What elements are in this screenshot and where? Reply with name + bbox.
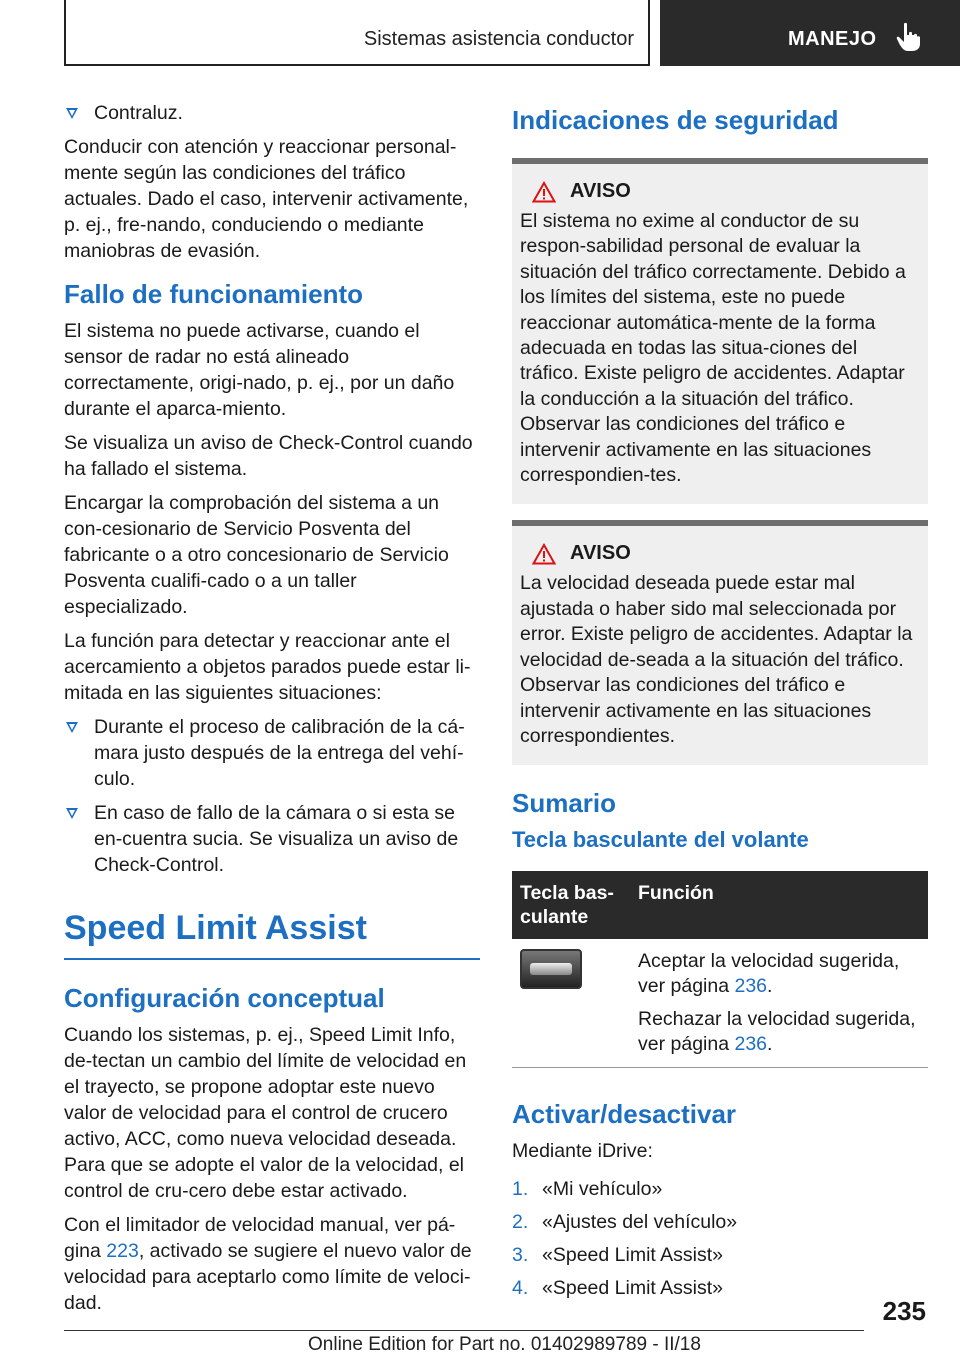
function-text: . (767, 1033, 773, 1056)
page-link[interactable]: 236 (734, 1033, 768, 1056)
warning-triangle-icon (532, 181, 556, 203)
function-text: . (767, 975, 773, 998)
page-number: 235 (882, 1296, 926, 1326)
paragraph: Mediante iDrive: (512, 1140, 653, 1163)
list-item (512, 1242, 928, 1268)
header-section-box (64, 0, 650, 66)
table-header-cell: Tecla bas-culante (512, 871, 630, 939)
list-item (512, 1209, 928, 1235)
heading-sumario: Sumario (512, 788, 617, 819)
list-item (512, 1275, 928, 1301)
list-item (64, 714, 480, 792)
triangle-bullet-icon (66, 808, 78, 819)
paragraph-text: Con el limitador de velocidad manual, ver pá-gina (64, 1214, 456, 1262)
list-item (64, 100, 480, 126)
paragraph (64, 1212, 480, 1316)
list-item-text: Durante el proceso de calibración de la cá-mara justo después de la entrega del vehí-culo. (94, 716, 465, 790)
chapter-title: Speed Limit Assist (64, 906, 480, 960)
warning-box (512, 520, 928, 765)
page-link[interactable]: 223 (106, 1240, 139, 1262)
page-header (0, 0, 960, 66)
heading-tecla: Tecla basculante del volante (512, 827, 809, 853)
list-number: 1. (512, 1178, 529, 1201)
triangle-bullet-icon (66, 722, 78, 733)
function-text: Rechazar la velocidad sugerida, ver página (638, 1008, 916, 1056)
footer-divider (64, 1330, 864, 1331)
list-item-text: En caso de fallo de la cámara o si esta se en-cuentra sucia. Se visualiza un aviso de Check-Control. (94, 802, 459, 876)
heading-activar: Activar/desactivar (512, 1099, 737, 1130)
right-column (512, 100, 928, 1308)
table-cell (512, 939, 630, 1068)
table-row (512, 939, 928, 1068)
heading-seguridad: Indicaciones de seguridad (512, 105, 839, 135)
warning-header (520, 180, 920, 203)
list-item-text: «Mi vehículo» (542, 1178, 663, 1201)
warning-triangle-icon (532, 543, 556, 565)
table-cell (630, 939, 928, 1068)
list-number: 3. (512, 1244, 529, 1267)
footer-edition: Online Edition for Part no. 01402989789 - II/18 (308, 1334, 701, 1355)
list-number: 4. (512, 1277, 529, 1300)
list-item-text: «Ajustes del vehículo» (542, 1211, 738, 1234)
page-link[interactable]: 236 (734, 975, 768, 998)
rocker-switch-icon (520, 949, 582, 989)
triangle-bullet-icon (66, 108, 78, 119)
warning-text: El sistema no exime al conductor de su respon-sabilidad personal de evaluar la situación del tráfico correctamente. Debido a los límites del sistema, este no puede reaccionar automática-mente de la forma adecuada en todas las situa-ciones del tráfico. Existe peligro de accidentes. Adaptar la conducción a la situación del tráfico. Observar las condiciones del tráfico e intervenir activamente en las situaciones correspondien-tes. (520, 210, 906, 487)
table-header-cell: Función (630, 871, 928, 939)
function-text: Aceptar la velocidad sugerida, ver página (638, 950, 900, 998)
paragraph: Cuando los sistemas, p. ej., Speed Limit Info, de-tectan un cambio del límite de velocidad en el trayecto, se propone adoptar este nuevo valor de velocidad para el control de crucero activo, ACC, como nueva velocidad deseada. Para que se adopte el valor de la velocidad, el control de cru-cero debe estar activado. (64, 1024, 467, 1202)
list-item (512, 1176, 928, 1202)
header-section-title: Sistemas asistencia conductor (363, 28, 634, 50)
table-header-row (512, 871, 928, 939)
warning-label: AVISO (570, 542, 631, 565)
paragraph: La función para detectar y reaccionar ante el acercamiento a objetos parados puede estar li-mitada en las siguientes situaciones: (64, 630, 471, 704)
paragraph-text: , activado se sugiere el nuevo valor de velocidad para aceptarlo como límite de veloci-dad. (64, 1240, 472, 1314)
header-chapter-label: MANEJO (788, 28, 877, 50)
header-chapter-tab[interactable] (660, 0, 960, 66)
paragraph: Encargar la comprobación del sistema a un con-cesionario de Servicio Posventa del fabricante o a otro concesionario de Servicio Posventa cualifi-cado o a un taller especializado. (64, 492, 449, 618)
paragraph: Conducir con atención y reaccionar personal-mente según las condiciones del tráfico actuales. Dado el caso, intervenir activamente, p. ej., fre-nando, conduciendo o mediante maniobras de evasión. (64, 136, 469, 262)
list-item-text: «Speed Limit Assist» (542, 1277, 724, 1300)
list-item-text: «Speed Limit Assist» (542, 1244, 724, 1267)
heading-configuracion: Configuración conceptual (64, 983, 385, 1013)
warning-label: AVISO (570, 180, 631, 202)
hand-pointer-icon (895, 22, 921, 52)
list-number: 2. (512, 1211, 529, 1234)
warning-header (520, 542, 920, 565)
heading-fallo: Fallo de funcionamiento (64, 279, 364, 309)
list-item (64, 800, 480, 878)
list-item-text: Contraluz. (94, 102, 183, 124)
warning-text: La velocidad deseada puede estar mal ajustada o haber sido mal seleccionada por error. Existe peligro de accidentes. Adaptar la velocidad de-seada a la situación del tráfico. Observar las condiciones del tráfico e intervenir activamente en las situaciones correspondientes. (520, 572, 913, 747)
function-table (512, 871, 928, 1068)
function-reject (638, 1007, 920, 1057)
warning-box (512, 158, 928, 504)
left-column (64, 100, 480, 1324)
paragraph: El sistema no puede activarse, cuando el sensor de radar no está alineado correctamente, origi-nado, p. ej., por un daño durante el aparca-miento. (64, 320, 455, 420)
function-accept (638, 949, 920, 999)
paragraph: Se visualiza un aviso de Check-Control cuando ha fallado el sistema. (64, 432, 473, 480)
